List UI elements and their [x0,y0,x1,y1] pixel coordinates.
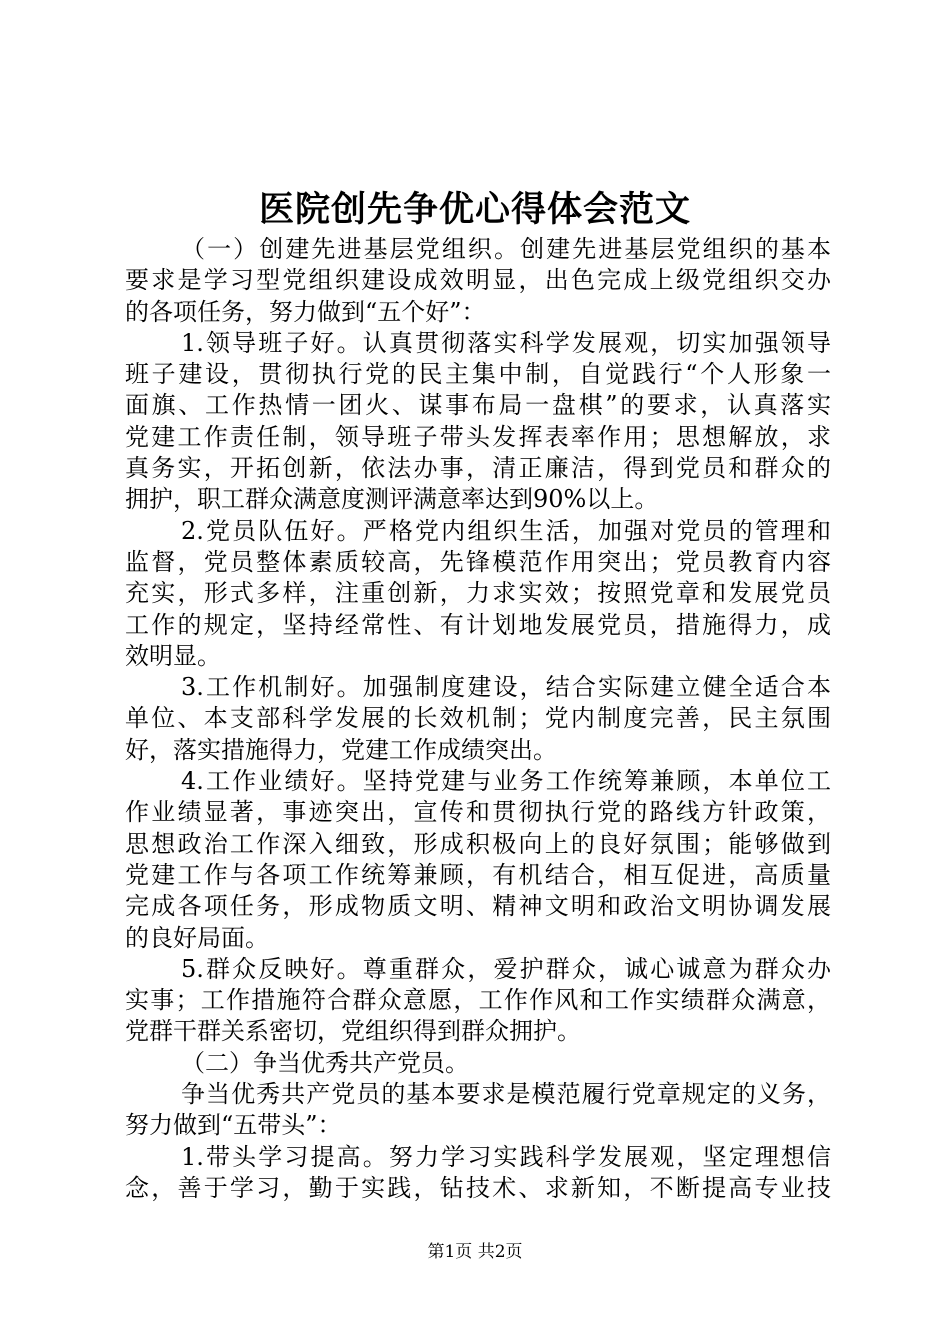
text-line: 2.党员队伍好。严格党内组织生活，加强对党员的管理和 [181,516,831,545]
text-line: 念，善于学习，勤于实践，钻技术、求新知，不断提高专业技 [125,1173,831,1202]
text-line: 充实，形式多样，注重创新，力求实效；按照党章和发展党员 [125,579,831,608]
text-line: 4.工作业绩好。坚持党建与业务工作统筹兼顾，本单位工 [181,767,831,796]
text-line: 作业绩显著，事迹突出，宣传和贯彻执行党的路线方针政策， [125,798,831,827]
page-footer: 第1页 共2页 [427,1242,523,1262]
text-line: 真务实，开拓创新，依法办事，清正廉洁，得到党员和群众的 [125,454,831,483]
text-line: 党建工作与各项工作统筹兼顾，有机结合，相互促进，高质量 [125,860,831,889]
text-line: 1.带头学习提高。努力学习实践科学发展观，坚定理想信 [181,1142,831,1171]
text-line: 努力做到“五带头”： [125,1111,342,1140]
text-line: 面旗、工作热情一团火、谋事布局一盘棋”的要求，认真落实 [125,391,831,420]
text-line: 党建工作责任制，领导班子带头发挥表率作用；思想解放，求 [125,422,831,451]
text-line: 完成各项任务，形成物质文明、精神文明和政治文明协调发展 [125,892,831,921]
text-line: 的各项任务，努力做到“五个好”： [125,297,486,326]
text-line: （一）创建先进基层党组织。创建先进基层党组织的基本 [181,235,831,263]
text-line: 单位、本支部科学发展的长效机制；党内制度完善，民主氛围 [125,704,831,733]
text-line: 争当优秀共产党员的基本要求是模范履行党章规定的义务， [181,1080,831,1109]
text-line: 监督，党员整体素质较高，先锋模范作用突出；党员教育内容 [125,547,831,576]
text-line: 实事；工作措施符合群众意愿，工作作风和工作实绩群众满意， [125,986,831,1015]
document-title: 医院创先争优心得体会范文 [258,189,691,230]
text-line: 工作的规定，坚持经常性、有计划地发展党员，措施得力，成 [125,610,831,639]
text-line: 3.工作机制好。加强制度建设，结合实际建立健全适合本 [181,673,831,702]
text-line: 的良好局面。 [125,923,269,952]
text-line: 1.领导班子好。认真贯彻落实科学发展观，切实加强领导 [181,328,831,357]
document-body [125,234,831,1204]
text-line: 5.群众反映好。尊重群众，爱护群众，诚心诚意为群众办 [181,954,831,983]
text-line: 好，落实措施得力，党建工作成绩突出。 [125,735,557,764]
text-line: 效明显。 [125,641,221,670]
text-line: 要求是学习型党组织建设成效明显，出色完成上级党组织交办 [125,266,831,295]
text-line: 党群干群关系密切，党组织得到群众拥护。 [125,1017,581,1046]
text-line: 拥护，职工群众满意度测评满意率达到90%以上。 [125,485,659,514]
text-line: 思想政治工作深入细致，形成积极向上的良好氛围；能够做到 [125,829,831,858]
text-line: 班子建设，贯彻执行党的民主集中制，自觉践行“个人形象一 [125,360,831,389]
text-line: （二）争当优秀共产党员。 [181,1048,469,1077]
